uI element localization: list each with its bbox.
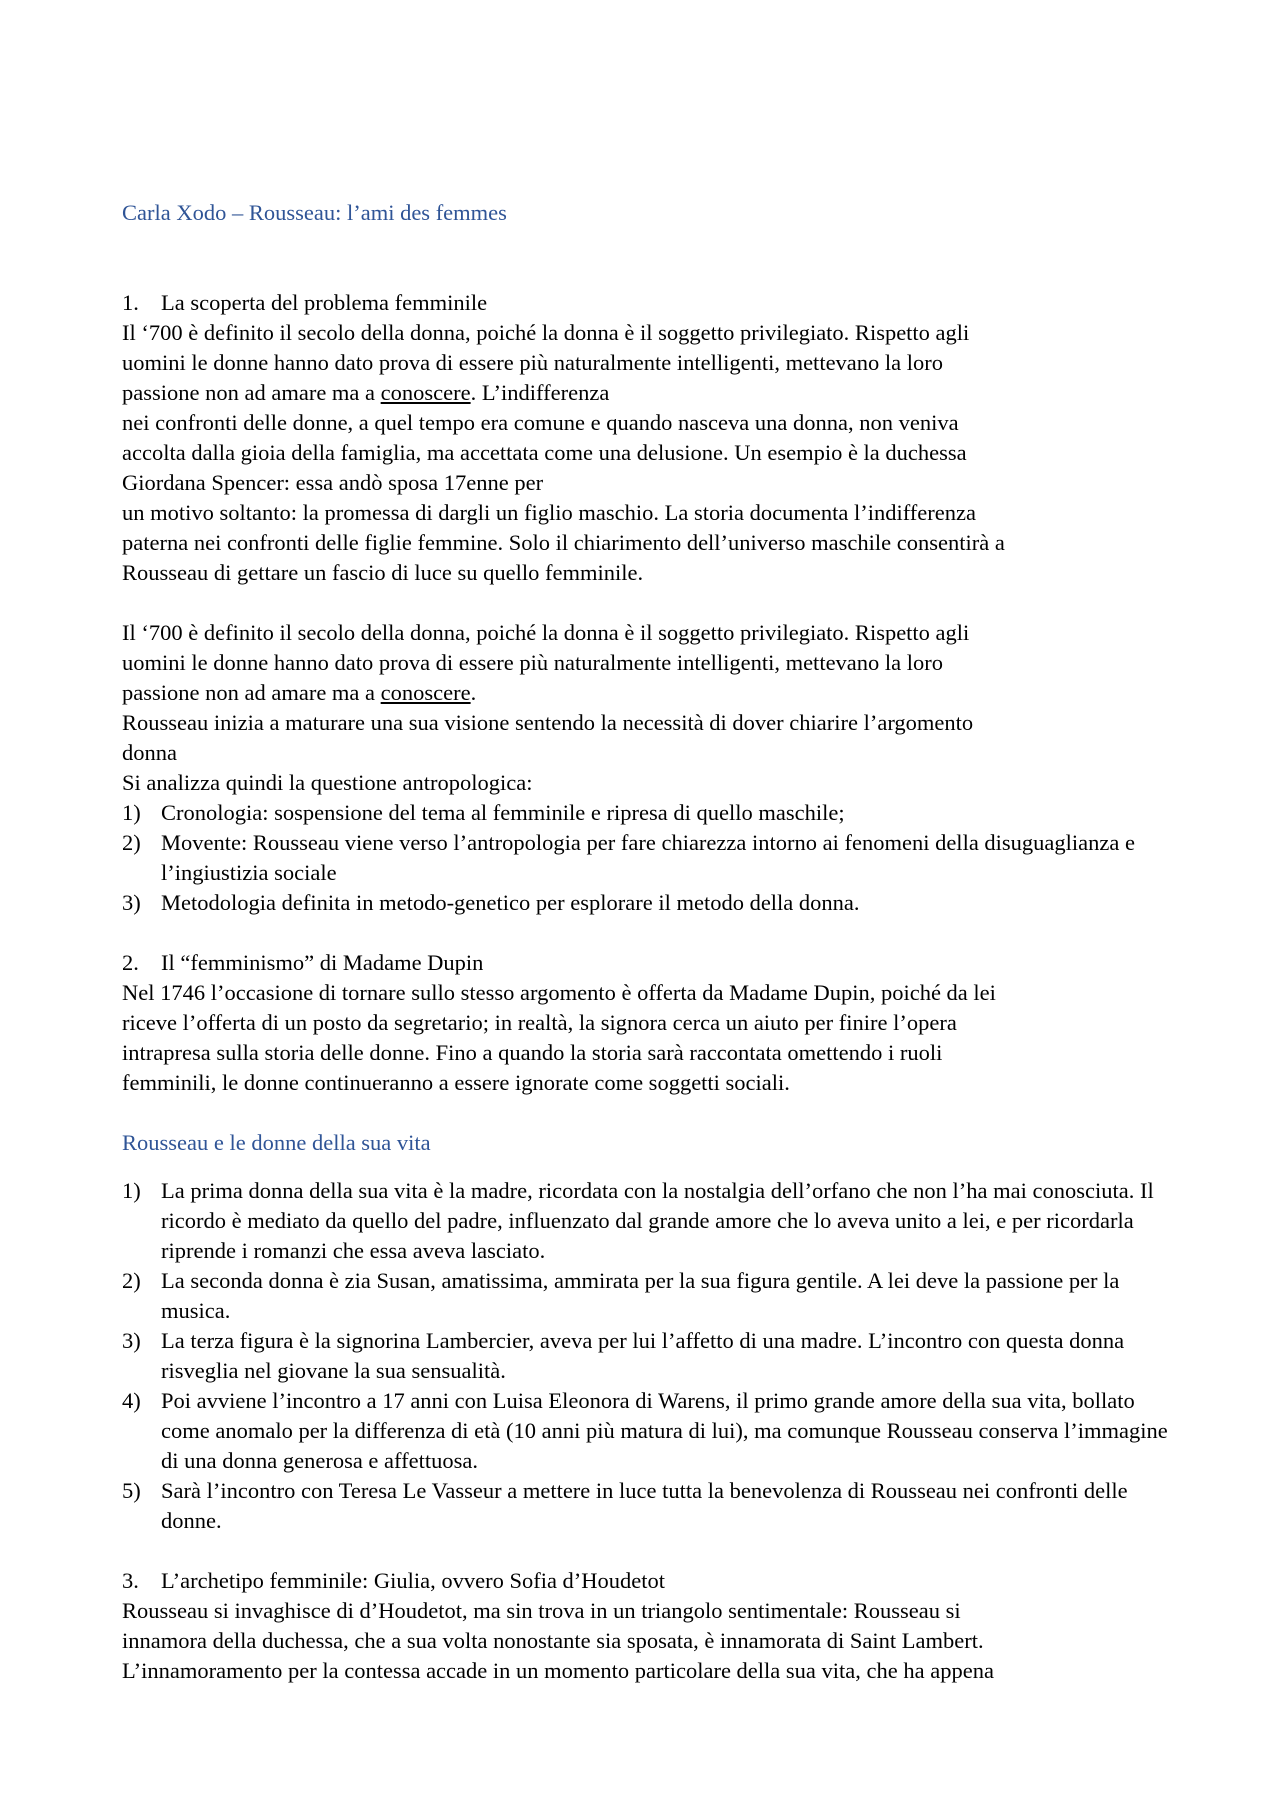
text-fragment: . L’indifferenza bbox=[470, 380, 610, 405]
text-line bbox=[122, 678, 1172, 708]
spacer bbox=[122, 588, 1172, 618]
list-item bbox=[122, 1266, 1172, 1326]
document-title: Carla Xodo – Rousseau: l’ami des femmes bbox=[122, 200, 507, 225]
section-1-number: 1. bbox=[122, 290, 139, 315]
section-2-number: 2. bbox=[122, 950, 139, 975]
text-line: Rousseau inizia a maturare una sua visione sentendo la necessità di dover chiarire l’argomento bbox=[122, 710, 974, 735]
spacer bbox=[122, 918, 1172, 948]
spacer bbox=[122, 1098, 1172, 1128]
list-number: 3) bbox=[122, 890, 141, 915]
list-text: Movente: Rousseau viene verso l’antropologia per fare chiarezza intorno ai fenomeni della disuguaglianza e l’ingiustizia sociale bbox=[161, 830, 1135, 885]
underlined-word: conoscere bbox=[380, 680, 471, 705]
text-fragment: passione non ad amare ma a bbox=[122, 680, 381, 705]
list-item bbox=[122, 1386, 1172, 1476]
list-text: Cronologia: sospensione del tema al femminile e ripresa di quello maschile; bbox=[161, 800, 845, 825]
anthropology-list bbox=[122, 798, 1172, 918]
text-line: un motivo soltanto: la promessa di dargli un figlio maschio. La storia documenta l’indifferenza bbox=[122, 500, 976, 525]
section-2-title: Il “femminismo” di Madame Dupin bbox=[161, 950, 484, 975]
text-line: intrapresa sulla storia delle donne. Fino a quando la storia sarà raccontata omettendo i ruoli bbox=[122, 1040, 943, 1065]
text-line: paterna nei confronti delle figlie femmine. Solo il chiarimento dell’universo maschile consentirà a bbox=[122, 530, 1005, 555]
list-number: 1) bbox=[122, 1178, 141, 1203]
list-text: Metodologia definita in metodo-genetico per esplorare il metodo della donna. bbox=[161, 890, 860, 915]
list-text: La prima donna della sua vita è la madre, ricordata con la nostalgia dell’orfano che non l’ha mai conosciuta. Il ricordo è mediato da quello del padre, influenzato dal grande amore che lo aveva unito a lei, e per ricordarla riprende i romanzi che essa aveva lasciato. bbox=[161, 1178, 1154, 1263]
section-2-paragraph bbox=[122, 978, 1172, 1098]
text-line: uomini le donne hanno dato prova di essere più naturalmente intelligenti, mettevano la loro bbox=[122, 650, 944, 675]
list-number: 3) bbox=[122, 1328, 141, 1353]
text-line bbox=[122, 378, 1172, 408]
text-line: riceve l’offerta di un posto da segretario; in realtà, la signora cerca un aiuto per finire l’opera bbox=[122, 1010, 957, 1035]
document-page bbox=[122, 198, 1172, 1686]
list-item bbox=[122, 1326, 1172, 1386]
list-item bbox=[122, 798, 1172, 828]
section-1-paragraph-1 bbox=[122, 318, 1172, 588]
spacer bbox=[122, 1536, 1172, 1566]
text-line: Nel 1746 l’occasione di tornare sullo stesso argomento è offerta da Madame Dupin, poiché da lei bbox=[122, 980, 996, 1005]
women-list bbox=[122, 1176, 1172, 1536]
underlined-word: conoscere bbox=[380, 380, 471, 405]
text-line: femminili, le donne continueranno a essere ignorate come soggetti sociali. bbox=[122, 1070, 790, 1095]
text-fragment: . bbox=[470, 680, 477, 705]
text-line: donna bbox=[122, 740, 177, 765]
list-number: 4) bbox=[122, 1388, 141, 1413]
text-line: uomini le donne hanno dato prova di essere più naturalmente intelligenti, mettevano la loro bbox=[122, 350, 944, 375]
women-section-heading: Rousseau e le donne della sua vita bbox=[122, 1130, 431, 1155]
text-line: nei confronti delle donne, a quel tempo era comune e quando nasceva una donna, non veniva bbox=[122, 410, 959, 435]
list-item bbox=[122, 1176, 1172, 1266]
list-text: Sarà l’incontro con Teresa Le Vasseur a mettere in luce tutta la benevolenza di Rousseau nei confronti delle donne. bbox=[161, 1478, 1128, 1533]
list-text: La seconda donna è zia Susan, amatissima, ammirata per la sua figura gentile. A lei deve la passione per la musica. bbox=[161, 1268, 1120, 1323]
section-1-heading bbox=[122, 288, 1172, 318]
text-line: Il ‘700 è definito il secolo della donna, poiché la donna è il soggetto privilegiato. Rispetto agli bbox=[122, 620, 970, 645]
text-line: Giordana Spencer: essa andò sposa 17enne per bbox=[122, 470, 544, 495]
section-3-number: 3. bbox=[122, 1568, 139, 1593]
list-item bbox=[122, 888, 1172, 918]
list-item bbox=[122, 1476, 1172, 1536]
section-2-heading bbox=[122, 948, 1172, 978]
list-text: Poi avviene l’incontro a 17 anni con Luisa Eleonora di Warens, il primo grande amore della sua vita, bollato come anomalo per la differenza di età (10 anni più matura di lui), ma comunque Rousseau conserva l’immagine di una donna generosa e affettuosa. bbox=[161, 1388, 1168, 1473]
text-line: Il ‘700 è definito il secolo della donna, poiché la donna è il soggetto privilegiato. Rispetto agli bbox=[122, 320, 970, 345]
list-number: 2) bbox=[122, 1268, 141, 1293]
list-text: La terza figura è la signorina Lambercier, aveva per lui l’affetto di una madre. L’incontro con questa donna risveglia nel giovane la sua sensualità. bbox=[161, 1328, 1125, 1383]
section-3-heading bbox=[122, 1566, 1172, 1596]
section-1-paragraph-2 bbox=[122, 618, 1172, 798]
text-line: Rousseau si invaghisce di d’Houdetot, ma sin trova in un triangolo sentimentale: Rousseau si bbox=[122, 1598, 961, 1623]
list-number: 1) bbox=[122, 800, 141, 825]
text-line: Si analizza quindi la questione antropologica: bbox=[122, 770, 533, 795]
list-number: 2) bbox=[122, 830, 141, 855]
text-fragment: passione non ad amare ma a bbox=[122, 380, 381, 405]
section-3-paragraph bbox=[122, 1596, 1172, 1686]
section-3-title: L’archetipo femminile: Giulia, ovvero Sofia d’Houdetot bbox=[161, 1568, 666, 1593]
list-item bbox=[122, 828, 1172, 888]
text-line: accolta dalla gioia della famiglia, ma accettata come una delusione. Un esempio è la duchessa bbox=[122, 440, 967, 465]
section-1-title: La scoperta del problema femminile bbox=[161, 290, 488, 315]
list-number: 5) bbox=[122, 1478, 141, 1503]
text-line: innamora della duchessa, che a sua volta nonostante sia sposata, è innamorata di Saint Lambert. bbox=[122, 1628, 984, 1653]
spacer bbox=[122, 1158, 1172, 1176]
text-line: Rousseau di gettare un fascio di luce su quello femminile. bbox=[122, 560, 644, 585]
text-line: L’innamoramento per la contessa accade in un momento particolare della sua vita, che ha appena bbox=[122, 1658, 994, 1683]
